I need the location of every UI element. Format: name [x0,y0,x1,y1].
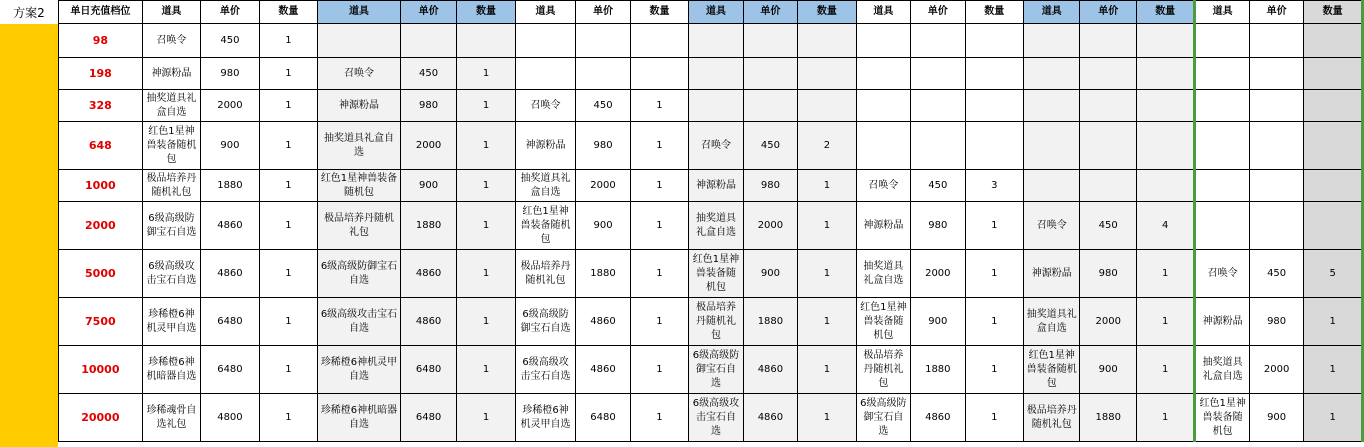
price-cell[interactable]: 4860 [400,250,456,298]
quantity-cell[interactable]: 1 [457,202,515,250]
plan-highlight-strip [0,24,58,447]
quantity-cell[interactable] [798,24,856,58]
quantity-cell[interactable]: 1 [630,202,688,250]
price-cell[interactable] [576,58,630,90]
item-cell[interactable]: 红色1星神兽装备随机包 [515,202,576,250]
item-cell[interactable] [856,58,910,90]
item-cell[interactable]: 珍稀橙6神机灵甲自选 [318,346,401,394]
quantity-cell[interactable] [1304,58,1363,90]
tier-cell[interactable]: 7500 [59,298,143,346]
price-cell[interactable]: 2000 [201,90,259,122]
header-row [59,1,1363,24]
item-cell[interactable] [1195,202,1249,250]
quantity-cell[interactable] [965,90,1023,122]
quantity-cell[interactable]: 1 [259,122,317,170]
price-cell[interactable]: 450 [576,90,630,122]
quantity-cell[interactable]: 1 [965,202,1023,250]
quantity-cell[interactable]: 2 [798,122,856,170]
item-cell[interactable] [515,24,576,58]
column-header[interactable]: 道具 [856,1,910,24]
item-cell[interactable]: 抽奖道具礼盒自选 [318,122,401,170]
price-cell[interactable]: 450 [1249,250,1303,298]
item-cell[interactable]: 召唤令 [1195,250,1249,298]
price-cell[interactable]: 1880 [743,298,797,346]
price-cell[interactable]: 980 [400,90,456,122]
price-cell[interactable] [743,24,797,58]
quantity-cell[interactable]: 1 [1136,346,1194,394]
quantity-cell[interactable] [1136,24,1194,58]
tier-cell[interactable]: 648 [59,122,143,170]
quantity-cell[interactable]: 1 [259,58,317,90]
price-cell[interactable] [743,90,797,122]
column-header[interactable]: 道具 [515,1,576,24]
price-cell[interactable]: 1880 [576,250,630,298]
item-cell[interactable]: 极品培养丹随机礼包 [318,202,401,250]
item-cell[interactable] [318,24,401,58]
price-cell[interactable]: 2000 [400,122,456,170]
quantity-cell[interactable]: 1 [457,346,515,394]
price-cell[interactable] [1080,58,1136,90]
quantity-cell[interactable]: 1 [798,202,856,250]
quantity-cell[interactable]: 1 [457,250,515,298]
price-cell[interactable]: 900 [201,122,259,170]
price-cell[interactable]: 6480 [201,346,259,394]
price-cell[interactable] [1249,24,1303,58]
price-cell[interactable]: 900 [576,202,630,250]
quantity-cell[interactable]: 1 [457,90,515,122]
quantity-cell[interactable]: 1 [259,346,317,394]
table-row [59,58,1363,90]
item-cell[interactable] [1024,58,1080,90]
item-cell[interactable]: 召唤令 [515,90,576,122]
quantity-cell[interactable] [457,24,515,58]
price-cell[interactable]: 2000 [1249,346,1303,394]
item-cell[interactable]: 6级高级防御宝石自选 [515,298,576,346]
price-cell[interactable]: 450 [743,122,797,170]
table-row [59,346,1363,394]
column-header[interactable]: 道具 [1024,1,1080,24]
quantity-cell[interactable]: 1 [630,122,688,170]
item-cell[interactable]: 红色1星神兽装备随机包 [689,250,743,298]
quantity-cell[interactable] [1136,58,1194,90]
price-cell[interactable] [1249,90,1303,122]
recharge-table [58,0,1364,442]
quantity-cell[interactable]: 1 [457,394,515,442]
quantity-cell[interactable]: 1 [630,170,688,202]
column-header[interactable]: 数量 [1304,1,1363,24]
plan-label[interactable]: 方案2 [0,0,58,24]
column-header[interactable]: 单价 [911,1,965,24]
price-cell[interactable]: 1880 [201,170,259,202]
column-header[interactable]: 道具 [142,1,200,24]
item-cell[interactable]: 6级高级防御宝石自选 [318,250,401,298]
item-cell[interactable] [1195,58,1249,90]
price-cell[interactable] [1080,122,1136,170]
price-cell[interactable]: 6480 [201,298,259,346]
price-cell[interactable] [1249,122,1303,170]
item-cell[interactable] [856,90,910,122]
tier-cell[interactable]: 2000 [59,202,143,250]
column-header[interactable]: 单价 [400,1,456,24]
quantity-cell[interactable]: 1 [630,394,688,442]
item-cell[interactable] [515,58,576,90]
item-cell[interactable]: 红色1星神兽装备随机包 [1195,394,1249,442]
price-cell[interactable]: 6480 [400,394,456,442]
item-cell[interactable] [1024,90,1080,122]
quantity-cell[interactable]: 1 [259,202,317,250]
price-cell[interactable]: 450 [911,170,965,202]
item-cell[interactable]: 神源粉晶 [1024,250,1080,298]
item-cell[interactable] [1024,170,1080,202]
quantity-cell[interactable]: 1 [798,346,856,394]
item-cell[interactable]: 红色1星神兽装备随机包 [856,298,910,346]
item-cell[interactable] [689,58,743,90]
item-cell[interactable]: 6级高级攻击宝石自选 [689,394,743,442]
column-header[interactable]: 道具 [689,1,743,24]
item-cell[interactable]: 极品培养丹随机礼包 [142,170,200,202]
price-cell[interactable] [1249,202,1303,250]
item-cell[interactable] [689,90,743,122]
quantity-cell[interactable] [1136,90,1194,122]
item-cell[interactable]: 6级高级防御宝石自选 [689,346,743,394]
price-cell[interactable]: 4860 [576,298,630,346]
table-row [59,298,1363,346]
price-cell[interactable]: 1880 [1080,394,1136,442]
item-cell[interactable]: 抽奖道具礼盒自选 [856,250,910,298]
price-cell[interactable]: 980 [911,202,965,250]
column-header[interactable]: 道具 [318,1,401,24]
quantity-cell[interactable] [1304,122,1363,170]
tier-cell[interactable]: 98 [59,24,143,58]
column-header[interactable]: 单价 [1080,1,1136,24]
quantity-cell[interactable] [1304,90,1363,122]
price-cell[interactable] [576,24,630,58]
item-cell[interactable]: 极品培养丹随机礼包 [1024,394,1080,442]
quantity-cell[interactable] [1304,24,1363,58]
item-cell[interactable]: 召唤令 [856,170,910,202]
price-cell[interactable]: 4860 [400,298,456,346]
price-cell[interactable]: 980 [743,170,797,202]
quantity-cell[interactable] [1136,122,1194,170]
item-cell[interactable] [1024,122,1080,170]
quantity-cell[interactable]: 1 [965,250,1023,298]
price-cell[interactable]: 4860 [201,250,259,298]
column-header[interactable]: 数量 [630,1,688,24]
quantity-cell[interactable]: 1 [457,122,515,170]
price-cell[interactable]: 2000 [1080,298,1136,346]
quantity-cell[interactable]: 5 [1304,250,1363,298]
quantity-cell[interactable]: 1 [1304,394,1363,442]
column-header[interactable]: 数量 [798,1,856,24]
column-header[interactable]: 单价 [1249,1,1303,24]
item-cell[interactable]: 珍稀魂骨自选礼包 [142,394,200,442]
column-header[interactable]: 单日充值档位 [59,1,143,24]
quantity-cell[interactable]: 1 [259,170,317,202]
price-cell[interactable]: 2000 [576,170,630,202]
quantity-cell[interactable] [1304,170,1363,202]
price-cell[interactable] [743,58,797,90]
item-cell[interactable]: 极品培养丹随机礼包 [515,250,576,298]
item-cell[interactable]: 召唤令 [689,122,743,170]
quantity-cell[interactable] [798,58,856,90]
item-cell[interactable]: 6级高级攻击宝石自选 [142,250,200,298]
item-cell[interactable]: 召唤令 [142,24,200,58]
item-cell[interactable]: 召唤令 [1024,202,1080,250]
item-cell[interactable] [856,24,910,58]
item-cell[interactable]: 珍稀橙6神机暗器自选 [142,346,200,394]
table-row [59,122,1363,170]
price-cell[interactable]: 4860 [743,394,797,442]
item-cell[interactable]: 珍稀橙6神机灵甲自选 [515,394,576,442]
item-cell[interactable]: 6级高级防御宝石自选 [142,202,200,250]
price-cell[interactable]: 1880 [911,346,965,394]
quantity-cell[interactable]: 1 [1136,394,1194,442]
item-cell[interactable]: 抽奖道具礼盒自选 [689,202,743,250]
tier-cell[interactable]: 198 [59,58,143,90]
quantity-cell[interactable] [965,58,1023,90]
price-cell[interactable] [400,24,456,58]
price-cell[interactable]: 4860 [743,346,797,394]
item-cell[interactable]: 极品培养丹随机礼包 [689,298,743,346]
item-cell[interactable]: 6级高级攻击宝石自选 [515,346,576,394]
tier-cell[interactable]: 20000 [59,394,143,442]
price-cell[interactable]: 450 [1080,202,1136,250]
price-cell[interactable] [1080,24,1136,58]
column-header[interactable]: 单价 [201,1,259,24]
price-cell[interactable]: 900 [743,250,797,298]
price-cell[interactable]: 2000 [743,202,797,250]
column-header[interactable]: 数量 [259,1,317,24]
price-cell[interactable]: 980 [1080,250,1136,298]
quantity-cell[interactable] [965,24,1023,58]
price-cell[interactable] [911,58,965,90]
price-cell[interactable]: 4860 [201,202,259,250]
price-cell[interactable]: 2000 [911,250,965,298]
quantity-cell[interactable]: 1 [457,298,515,346]
quantity-cell[interactable]: 1 [965,298,1023,346]
quantity-cell[interactable]: 1 [259,394,317,442]
quantity-cell[interactable] [1136,170,1194,202]
item-cell[interactable]: 珍稀橙6神机灵甲自选 [142,298,200,346]
price-cell[interactable] [1080,90,1136,122]
item-cell[interactable] [1195,90,1249,122]
price-cell[interactable] [911,24,965,58]
price-cell[interactable] [1080,170,1136,202]
item-cell[interactable]: 神源粉晶 [856,202,910,250]
quantity-cell[interactable]: 1 [1304,298,1363,346]
price-cell[interactable]: 980 [201,58,259,90]
price-cell[interactable]: 980 [576,122,630,170]
quantity-cell[interactable]: 1 [259,24,317,58]
quantity-cell[interactable]: 1 [965,394,1023,442]
tier-cell[interactable]: 1000 [59,170,143,202]
item-cell[interactable]: 红色1星神兽装备随机包 [1024,346,1080,394]
quantity-cell[interactable]: 1 [798,170,856,202]
item-cell[interactable] [856,122,910,170]
quantity-cell[interactable]: 1 [965,346,1023,394]
quantity-cell[interactable]: 1 [798,250,856,298]
item-cell[interactable]: 神源粉晶 [515,122,576,170]
table-row [59,24,1363,58]
price-cell[interactable]: 1880 [400,202,456,250]
quantity-cell[interactable]: 1 [457,58,515,90]
column-header[interactable]: 单价 [576,1,630,24]
quantity-cell[interactable] [965,122,1023,170]
item-cell[interactable]: 抽奖道具礼盒自选 [1024,298,1080,346]
item-cell[interactable] [1195,24,1249,58]
item-cell[interactable]: 抽奖道具礼盒自选 [1195,346,1249,394]
quantity-cell[interactable]: 1 [457,170,515,202]
table-row [59,90,1363,122]
quantity-cell[interactable]: 3 [965,170,1023,202]
quantity-cell[interactable]: 1 [259,250,317,298]
table-row [59,170,1363,202]
item-cell[interactable]: 红色1星神兽装备随机包 [318,170,401,202]
item-cell[interactable] [689,24,743,58]
quantity-cell[interactable]: 1 [798,394,856,442]
price-cell[interactable] [1249,58,1303,90]
column-header[interactable]: 数量 [965,1,1023,24]
item-cell[interactable]: 抽奖道具礼盒自选 [515,170,576,202]
quantity-cell[interactable]: 1 [259,90,317,122]
price-cell[interactable]: 4800 [201,394,259,442]
quantity-cell[interactable]: 1 [1304,346,1363,394]
price-cell[interactable]: 4860 [576,346,630,394]
price-cell[interactable]: 900 [1249,394,1303,442]
price-cell[interactable] [1249,170,1303,202]
table-row [59,250,1363,298]
quantity-cell[interactable]: 1 [630,90,688,122]
quantity-cell[interactable]: 1 [259,298,317,346]
item-cell[interactable]: 神源粉晶 [142,58,200,90]
column-header[interactable]: 单价 [743,1,797,24]
price-cell[interactable]: 980 [1249,298,1303,346]
item-cell[interactable]: 召唤令 [318,58,401,90]
quantity-cell[interactable]: 1 [630,298,688,346]
price-cell[interactable] [911,90,965,122]
price-cell[interactable]: 450 [400,58,456,90]
item-cell[interactable] [1195,170,1249,202]
item-cell[interactable] [1195,122,1249,170]
tier-cell[interactable]: 5000 [59,250,143,298]
price-cell[interactable]: 4860 [911,394,965,442]
item-cell[interactable]: 神源粉晶 [318,90,401,122]
quantity-cell[interactable] [1304,202,1363,250]
quantity-cell[interactable] [798,90,856,122]
item-cell[interactable]: 极品培养丹随机礼包 [856,346,910,394]
quantity-cell[interactable] [630,58,688,90]
table-row [59,202,1363,250]
price-cell[interactable]: 900 [1080,346,1136,394]
price-cell[interactable]: 6480 [400,346,456,394]
column-header[interactable]: 道具 [1195,1,1249,24]
quantity-cell[interactable]: 1 [798,298,856,346]
item-cell[interactable]: 6级高级攻击宝石自选 [318,298,401,346]
item-cell[interactable] [1024,24,1080,58]
quantity-cell[interactable]: 1 [1136,298,1194,346]
price-cell[interactable]: 900 [400,170,456,202]
item-cell[interactable]: 红色1星神兽装备随机包 [142,122,200,170]
quantity-cell[interactable]: 1 [1136,250,1194,298]
price-cell[interactable]: 900 [911,298,965,346]
table-row [59,394,1363,442]
item-cell[interactable]: 6级高级防御宝石自选 [856,394,910,442]
column-header[interactable]: 数量 [1136,1,1194,24]
item-cell[interactable]: 神源粉晶 [689,170,743,202]
quantity-cell[interactable] [630,24,688,58]
price-cell[interactable] [911,122,965,170]
quantity-cell[interactable]: 1 [630,346,688,394]
price-cell[interactable]: 6480 [576,394,630,442]
quantity-cell[interactable]: 1 [630,250,688,298]
quantity-cell[interactable]: 4 [1136,202,1194,250]
price-cell[interactable]: 450 [201,24,259,58]
item-cell[interactable]: 神源粉晶 [1195,298,1249,346]
tier-cell[interactable]: 328 [59,90,143,122]
item-cell[interactable]: 珍稀橙6神机暗器自选 [318,394,401,442]
column-header[interactable]: 数量 [457,1,515,24]
tier-cell[interactable]: 10000 [59,346,143,394]
item-cell[interactable]: 抽奖道具礼盒自选 [142,90,200,122]
